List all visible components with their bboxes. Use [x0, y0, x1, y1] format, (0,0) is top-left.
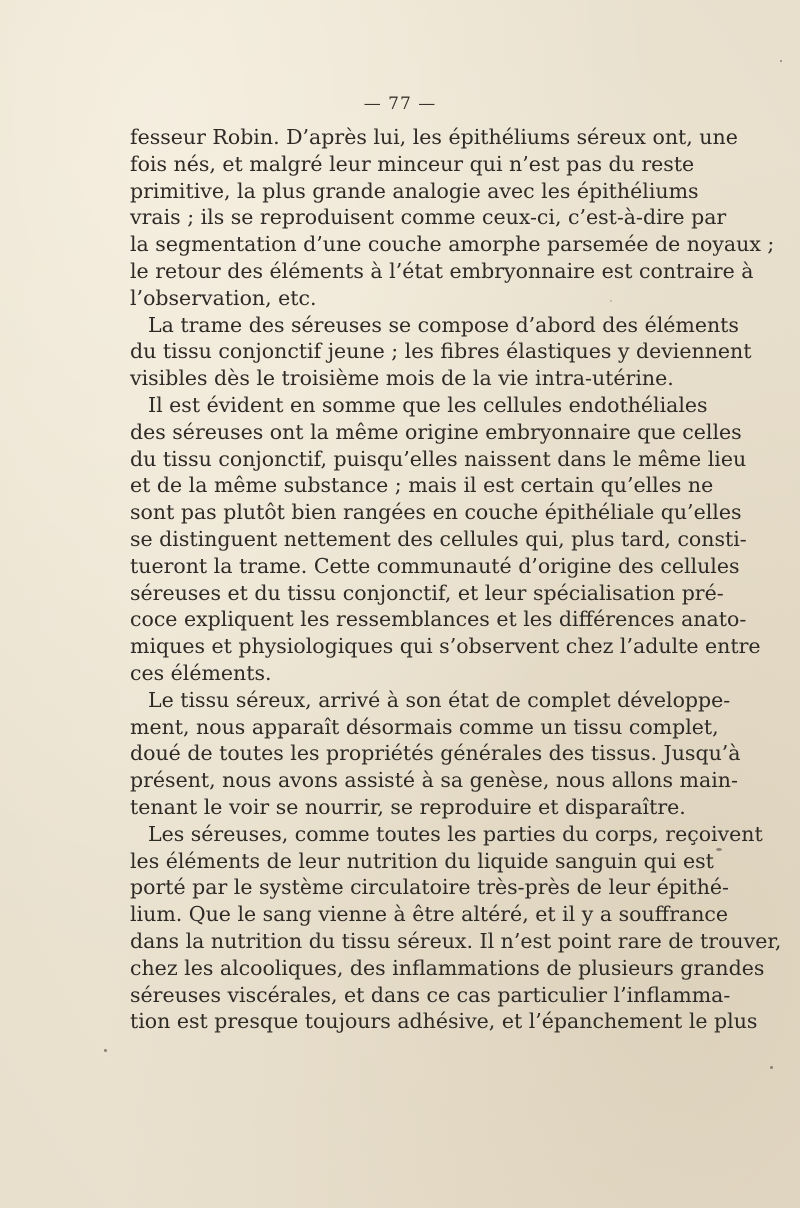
text-line: lium. Que le sang vienne à être altéré, et il y a souffrance	[130, 902, 729, 927]
body-text	[130, 124, 782, 1035]
text-line: Les séreuses, comme toutes les parties du corps, reçoivent	[148, 821, 763, 846]
text-line: se distinguent nettement des cellules qui, plus tard, consti-	[130, 526, 747, 551]
paper-speck	[716, 848, 722, 851]
text-line: La trame des séreuses se compose d’abord des éléments	[148, 312, 739, 337]
text-line: fesseur Robin. D’après lui, les épithéliums séreux ont, une	[130, 125, 738, 149]
text-line: tueront la trame. Cette communauté d’origine des cellules	[130, 553, 740, 578]
text-line: primitive, la plus grande analogie avec les épithéliums	[130, 178, 699, 203]
text-line: miques et physiologiques qui s’observent chez l’adulte entre	[130, 634, 761, 659]
paper-speck	[770, 1066, 773, 1069]
text-line: ces éléments.	[130, 660, 272, 685]
text-line: les éléments de leur nutrition du liquide sanguin qui est	[130, 848, 714, 873]
text-line: coce expliquent les ressemblances et les différences anato-	[130, 607, 747, 632]
text-line: l’observation, etc.	[130, 285, 317, 310]
text-line: du tissu conjonctif, puisqu’elles naissent dans le même lieu	[130, 446, 747, 471]
text-line: présent, nous avons assisté à sa genèse, nous allons main-	[130, 768, 738, 793]
text-line: visibles dès le troisième mois de la vie intra-utérine.	[130, 366, 674, 391]
text-line: des séreuses ont la même origine embryonnaire que celles	[130, 419, 742, 444]
page-number: — 77 —	[363, 94, 437, 114]
text-line: fois nés, et malgré leur minceur qui n’est pas du reste	[130, 151, 695, 176]
text-line: et de la même substance ; mais il est certain qu’elles ne	[130, 473, 714, 498]
text-line: tenant le voir se nourrir, se reproduire et disparaître.	[130, 794, 686, 819]
paper-speck	[610, 300, 612, 302]
text-line: séreuses et du tissu conjonctif, et leur spécialisation pré-	[130, 580, 724, 605]
text-line: le retour des éléments à l’état embryonnaire est contraire à	[130, 258, 754, 283]
text-line: sont pas plutôt bien rangées en couche épithéliale qu’elles	[130, 500, 742, 525]
text-line: Le tissu séreux, arrivé à son état de complet développe-	[148, 687, 731, 712]
text-line: tion est presque toujours adhésive, et l’épanchement le plus	[130, 1009, 758, 1034]
text-line: ment, nous apparaît désormais comme un tissu complet,	[130, 714, 719, 739]
text-line: séreuses viscérales, et dans ce cas particulier l’inflamma-	[130, 982, 731, 1007]
text-line: dans la nutrition du tissu séreux. Il n’est point rare de trouver,	[130, 928, 782, 953]
text-line: du tissu conjonctif jeune ; les fibres élastiques y deviennent	[130, 339, 752, 364]
text-line: vrais ; ils se reproduisent comme ceux-ci, c’est-à-dire par	[130, 205, 727, 230]
text-line: chez les alcooliques, des inflammations de plusieurs grandes	[130, 955, 765, 980]
paper-speck	[104, 1049, 107, 1052]
paper-speck	[780, 60, 782, 62]
text-line: porté par le système circulatoire très-près de leur épithé-	[130, 875, 729, 900]
text-line: doué de toutes les propriétés générales des tissus. Jusqu’à	[130, 741, 741, 766]
text-line: la segmentation d’une couche amorphe parsemée de noyaux ;	[130, 232, 775, 257]
text-line: Il est évident en somme que les cellules endothéliales	[148, 392, 708, 417]
